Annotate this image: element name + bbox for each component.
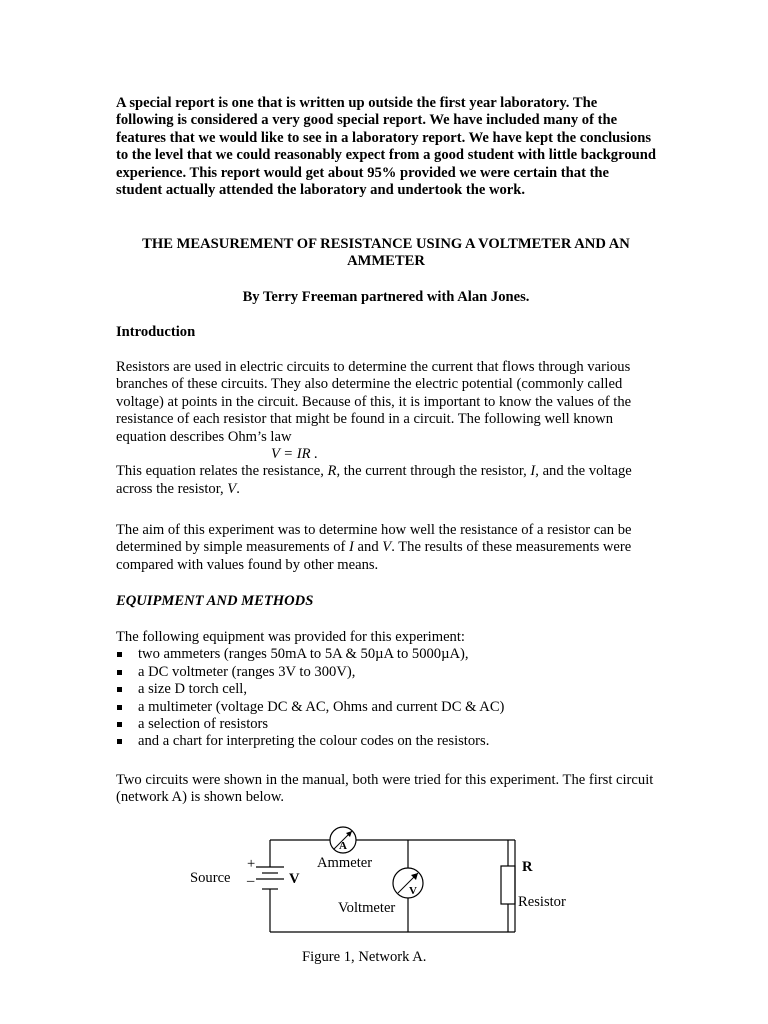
voltmeter-label: Voltmeter	[338, 900, 396, 916]
byline: By Terry Freeman partnered with Alan Jones.	[242, 289, 530, 305]
voltmeter-symbol	[393, 868, 423, 898]
resistor-symbol-label: R	[522, 859, 533, 875]
intro-note: A special report is one that is written up outside the first year laboratory. The following is considered a very good special report. We have included many of the features that we would like to see in a laboratory report. We have kept the conclusions to the level that we could reasonably expect from a good student with little background experience. This report would get about 95% provided we were certain that the student actually attended the laboratory and undertook the work.	[116, 95, 656, 199]
ammeter-label: Ammeter	[317, 855, 373, 871]
list-item: a multimeter (voltage DC & AC, Ohms and current DC & AC)	[116, 699, 656, 716]
ohms-law-equation: V = IR .	[271, 446, 318, 463]
list-item: and a chart for interpreting the colour codes on the resistors.	[116, 733, 656, 750]
minus-sign: _	[247, 868, 255, 884]
figure-caption: Figure 1, Network A.	[302, 949, 427, 965]
introduction-heading: Introduction	[116, 324, 196, 340]
aim-paragraph: The aim of this experiment was to determine how well the resistance of a resistor can be determined by simple measurements of I and V. The results of these measurements were compared with values found by other means.	[116, 522, 632, 573]
list-item: a DC voltmeter (ranges 3V to 300V),	[116, 664, 656, 681]
equipment-heading: EQUIPMENT AND METHODS	[116, 593, 314, 609]
source-voltage-label: V	[289, 871, 300, 887]
resistor-label: Resistor	[518, 894, 566, 910]
introduction-paragraph: Resistors are used in electric circuits to determine the current that flows through various branches of these circuits. They also determine the electric potential (commonly called voltage) at points in the circuit. Because of this, it is important to know the values of the resistance of each resistor that might be found in a circuit. The following well known equation describes Ohm’s law	[116, 359, 632, 445]
list-item: two ammeters (ranges 50mA to 5A & 50µA to 5000µA),	[116, 646, 656, 663]
plus-sign: +	[247, 856, 256, 872]
voltmeter-letter: V	[409, 885, 417, 897]
circuits-paragraph: Two circuits were shown in the manual, both were tried for this experiment. The first circuit (network A) is shown below.	[116, 772, 654, 806]
list-item: a selection of resistors	[116, 716, 656, 733]
report-title: THE MEASUREMENT OF RESISTANCE USING A VOLTMETER AND AN AMMETER	[142, 236, 630, 270]
ammeter-symbol	[330, 827, 356, 853]
list-item: a size D torch cell,	[116, 681, 656, 698]
source-label: Source	[190, 870, 231, 886]
ammeter-letter: A	[339, 840, 347, 852]
equipment-lead: The following equipment was provided for this experiment:	[116, 629, 465, 645]
equation-explanation: This equation relates the resistance, R, the current through the resistor, I, and the voltage across the resistor, V.	[116, 463, 632, 497]
